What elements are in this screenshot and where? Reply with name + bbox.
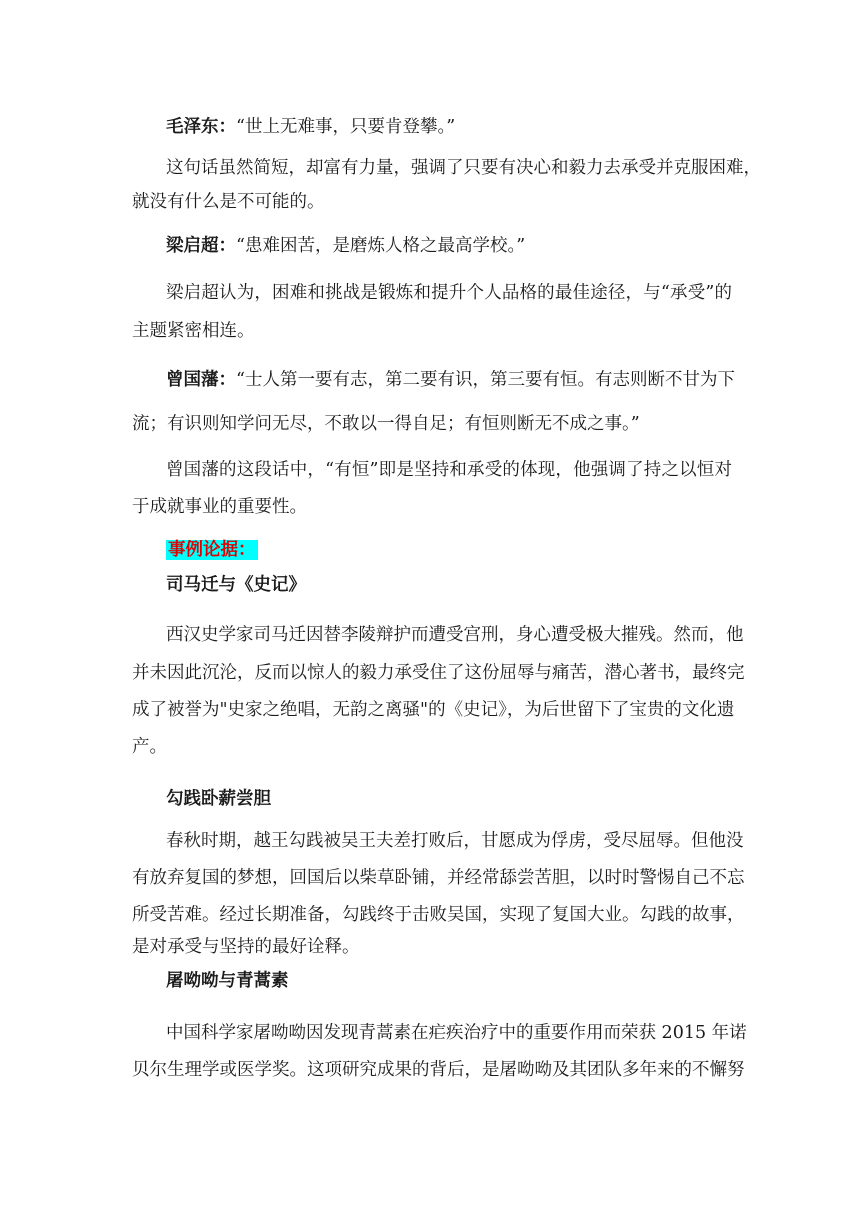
example-line: 西汉史学家司马迁因替李陵辩护而遭受宫刑，身心遭受极大摧残。然而，他 xyxy=(166,625,744,645)
example-title: 司马迁与《史记》 xyxy=(166,575,306,595)
quote-line xyxy=(166,116,766,138)
quote-author: 梁启超： xyxy=(166,236,236,256)
commentary-line: 曾国藩的这段话中，“有恒”即是坚持和承受的体现，他强调了持之以恒对 xyxy=(166,460,732,480)
section-heading xyxy=(166,539,766,561)
example-title: 勾践卧薪尝胆 xyxy=(166,789,271,809)
quote-text: 流；有识则知学问无尽，不敢以一得自足；有恒则断无不成之事。” xyxy=(132,414,640,434)
quote-text: “患难困苦，是磨炼人格之最高学校。” xyxy=(236,236,526,256)
quote-author: 曾国藩： xyxy=(166,370,236,390)
example-line: 成了被誉为"史家之绝唱，无韵之离骚"的《史记》，为后世留下了宝贵的文化遗 xyxy=(132,700,735,720)
quote-text: “世上无难事，只要肯登攀。” xyxy=(236,117,456,137)
quote-author: 毛泽东： xyxy=(166,117,236,137)
example-title: 屠呦呦与青蒿素 xyxy=(166,971,289,991)
example-line: 中国科学家屠呦呦因发现青蒿素在疟疾治疗中的重要作用而荣获 2015 年诺 xyxy=(166,1023,747,1043)
commentary-line: 就没有什么是不可能的。 xyxy=(132,192,325,212)
quote-text: “士人第一要有志，第二要有识，第三要有恒。有志则断不甘为下 xyxy=(236,370,735,390)
quote-line xyxy=(166,235,766,257)
example-line: 是对承受与坚持的最好诠释。 xyxy=(132,937,360,957)
example-line: 产。 xyxy=(132,737,167,757)
example-line: 所受苦难。经过长期准备，勾践终于击败吴国，实现了复国大业。勾践的故事， xyxy=(132,905,745,925)
example-line: 并未因此沉沦，反而以惊人的毅力承受住了这份屈辱与痛苦，潜心著书，最终完 xyxy=(132,663,745,683)
highlighted-heading: 事例论据： xyxy=(168,540,256,560)
example-line: 春秋时期，越王勾践被吴王夫差打败后，甘愿成为俘虏，受尽屈辱。但他没 xyxy=(166,831,744,851)
example-line: 贝尔生理学或医学奖。这项研究成果的背后，是屠呦呦及其团队多年来的不懈努 xyxy=(132,1060,745,1080)
commentary-line: 主题紧密相连。 xyxy=(132,321,255,341)
commentary-line: 梁启超认为，困难和挑战是锻炼和提升个人品格的最佳途径，与“承受”的 xyxy=(166,283,732,303)
example-line: 有放弃复国的梦想，回国后以柴草卧铺，并经常舔尝苦胆，以时时警惕自己不忘 xyxy=(132,868,745,888)
commentary-line: 于成就事业的重要性。 xyxy=(132,497,307,517)
commentary-line: 这句话虽然简短，却富有力量，强调了只要有决心和毅力去承受并克服困难， xyxy=(166,158,761,178)
quote-line xyxy=(166,369,735,391)
